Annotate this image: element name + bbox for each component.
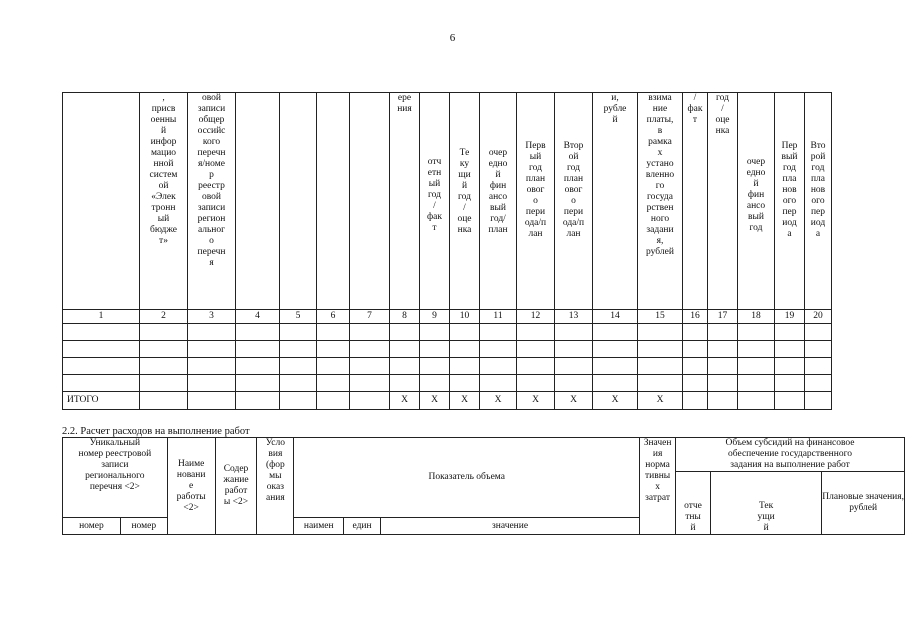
table-row [63,324,832,341]
header-cell: отч етн ый год / фак т [420,93,450,310]
current-header: Тек ущи й [710,472,821,535]
header-row [63,438,905,472]
header-cell [63,93,140,310]
header-cell: / фак т [683,93,708,310]
reporting-header: отче тны й [676,472,711,535]
total-cell [805,392,832,410]
name-col-header: наимен [294,518,344,535]
page-number: 6 [449,32,456,44]
header-cell: Втор ой год план овог о пери ода/п лан [555,93,593,310]
total-cell: Х [420,392,450,410]
total-cell: Х [450,392,480,410]
header-cell: , присв оенны й инфор мацио нной систем ой «Элек тронн ый бюдже т» [140,93,188,310]
column-number: 11 [480,310,517,324]
total-cell: Х [593,392,638,410]
table-row [63,341,832,358]
work-content-header: Содер жание работ ы <2> [215,438,257,535]
total-row [63,392,832,410]
column-number: 2 [140,310,188,324]
header-cell [350,93,390,310]
column-number: 19 [775,310,805,324]
total-cell [683,392,708,410]
column-number: 20 [805,310,832,324]
column-number: 12 [517,310,555,324]
header-cell: и, рубле й [593,93,638,310]
subsidy-volume-header: Объем субсидий на финансовое обеспечение государственного задания на выполнение работ [676,438,905,472]
column-number-row [63,310,832,324]
column-number: 18 [738,310,775,324]
total-cell [775,392,805,410]
number-b-header: номер [120,518,167,535]
number-a-header: номер [63,518,121,535]
section-title: 2.2. Расчет расходов на выполнение работ [62,426,250,437]
header-cell [236,93,280,310]
header-cell: Пер вый год пла нов ого пер иод а [775,93,805,310]
unit-col-header: един [344,518,381,535]
header-cell: Перв ый год план овог о пери ода/п лан [517,93,555,310]
header-cell [317,93,350,310]
total-cell: Х [480,392,517,410]
total-cell [350,392,390,410]
total-label: ИТОГО [63,392,140,410]
total-cell: Х [390,392,420,410]
value-col-header: значение [380,518,639,535]
total-cell [708,392,738,410]
work-name-header: Наиме новани е работы <2> [167,438,215,535]
header-row [63,93,832,310]
table-row [63,358,832,375]
total-cell [188,392,236,410]
planned-header: Плановые значения, рублей [822,472,905,535]
column-number: 1 [63,310,140,324]
header-cell: Те ку щи й год / оце нка [450,93,480,310]
header-cell: взима ние платы, в рамка х устано вленно го госуда рствен ного задани я, рублей [638,93,683,310]
column-number: 9 [420,310,450,324]
total-cell [236,392,280,410]
total-cell [317,392,350,410]
column-number: 13 [555,310,593,324]
column-number: 15 [638,310,683,324]
header-cell: год / оце нка [708,93,738,310]
results-table [62,92,832,410]
column-number: 7 [350,310,390,324]
column-number: 5 [280,310,317,324]
total-cell: Х [555,392,593,410]
expenses-table [62,437,905,535]
header-cell: ере ния [390,93,420,310]
volume-indicator-header: Показатель объема [294,438,640,518]
total-cell [738,392,775,410]
header-cell: очер едно й фин ансо вый год/ план [480,93,517,310]
header-cell: очер едно й фин ансо вый год [738,93,775,310]
header-cell: овой записи общер оссийс кого перечн я/номе р реестр овой записи регион альног о перечн я [188,93,236,310]
norm-costs-header: Значен ия норма тивны х затрат [640,438,676,535]
conditions-header: Усло вия (фор мы оказ ания [257,438,294,535]
column-number: 16 [683,310,708,324]
unique-number-header: Уникальный номер реестровой записи регионального перечня <2> [63,438,168,518]
header-cell [280,93,317,310]
table-row [63,375,832,392]
column-number: 4 [236,310,280,324]
column-number: 14 [593,310,638,324]
total-cell [140,392,188,410]
column-number: 10 [450,310,480,324]
total-cell: Х [638,392,683,410]
total-cell [280,392,317,410]
header-cell: Вто рой год пла нов ого пер иод а [805,93,832,310]
column-number: 6 [317,310,350,324]
column-number: 17 [708,310,738,324]
total-cell: Х [517,392,555,410]
column-number: 8 [390,310,420,324]
column-number: 3 [188,310,236,324]
